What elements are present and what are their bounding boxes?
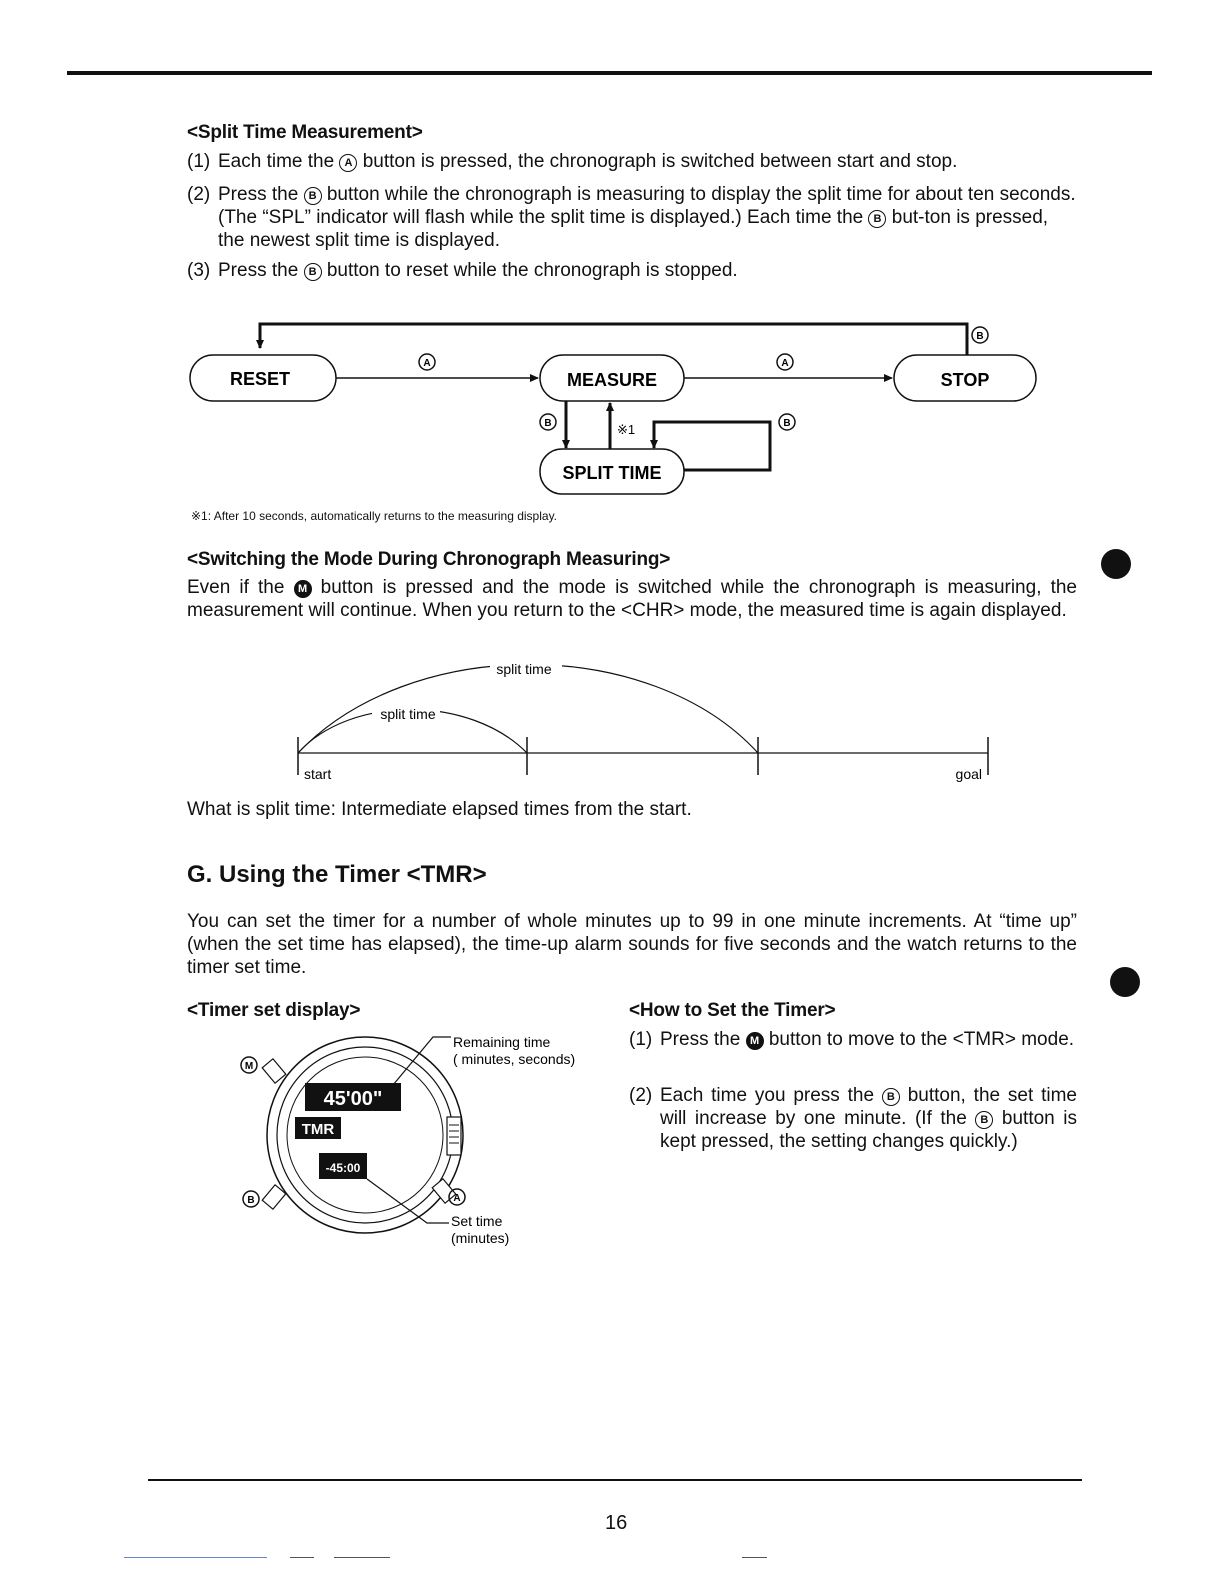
binding-hole-2	[1110, 967, 1140, 997]
button-m-icon: M	[294, 580, 312, 598]
svg-text:-45:00: -45:00	[325, 1161, 361, 1175]
button-b-icon: B	[868, 210, 886, 228]
switching-heading: <Switching the Mode During Chronograph Measuring>	[187, 549, 671, 570]
goal-label: goal	[955, 766, 982, 782]
scan-artifact	[290, 1557, 314, 1558]
timer-heading: G. Using the Timer <TMR>	[187, 861, 487, 888]
inner-split-label: split time	[380, 706, 436, 722]
button-a-icon: A	[339, 154, 357, 172]
button-b-icon: B	[882, 1088, 900, 1106]
svg-text:B: B	[247, 1195, 255, 1206]
svg-text:B: B	[544, 418, 552, 429]
flow-b-label: B	[976, 331, 984, 342]
watch-crown	[447, 1117, 461, 1155]
scan-artifact	[334, 1557, 390, 1558]
timer-intro: You can set the timer for a number of whole minutes up to 99 in one minute increments. At “time up” (when the set time has elapsed), the time-up alarm sounds for five seconds and the watch returns to the timer set time.	[187, 911, 1077, 978]
svg-text:A: A	[453, 1193, 461, 1204]
page-number: 16	[605, 1512, 628, 1534]
flow-footnote: ※1: After 10 seconds, automatically returns to the measuring display.	[191, 509, 558, 523]
button-b-icon: B	[304, 187, 322, 205]
outer-split-label: split time	[496, 661, 552, 677]
split-step-1: (1) Each time the A button is pressed, the chronograph is switched between start and stop.	[187, 151, 958, 172]
note-mark: ※1	[616, 422, 636, 437]
timer-watch-diagram	[225, 1025, 625, 1255]
remaining-label: Remaining time	[453, 1034, 551, 1050]
svg-text:B: B	[783, 418, 791, 429]
button-m-icon: M	[746, 1032, 764, 1050]
svg-text:TMR: TMR	[301, 1121, 335, 1138]
howto-step-1: (1) Press the M button to move to the <TMR> mode.	[629, 1029, 1075, 1050]
button-b-icon: B	[304, 263, 322, 281]
scan-artifact	[742, 1557, 767, 1558]
top-rule	[67, 71, 1152, 75]
svg-text:A: A	[423, 358, 431, 369]
bottom-rule	[148, 1479, 1082, 1481]
split-time-label: SPLIT TIME	[562, 463, 662, 483]
start-label: start	[304, 766, 332, 782]
split-step-2: (2) Press the B button while the chronograph is measuring to display the split time for about ten seconds. (The “SPL” indicator will flash while the split time is displayed.) Each time the B but-ton is pressed, the newest split time is displayed.	[187, 184, 1076, 251]
svg-text:(minutes): (minutes)	[451, 1230, 510, 1246]
howto-heading: <How to Set the Timer>	[629, 1000, 836, 1021]
howto-step-2: (2) Each time you press the B button, the set time will increase by one minute. (If the B button is kept pressed, the setting changes quickly.)	[629, 1085, 1077, 1152]
split-step-3: (3) Press the B button to reset while the chronograph is stopped.	[187, 260, 738, 281]
scan-artifact	[124, 1557, 267, 1558]
reset-label: RESET	[229, 369, 291, 389]
split-time-diagram	[290, 655, 1000, 790]
svg-text:M: M	[244, 1061, 254, 1072]
set-time-label: Set time	[451, 1213, 503, 1229]
stop-label: STOP	[940, 370, 990, 390]
svg-text:A: A	[781, 358, 789, 369]
split-heading: <Split Time Measurement>	[187, 122, 423, 143]
chronograph-flow-diagram	[180, 310, 1050, 510]
svg-text:( minutes, seconds): ( minutes, seconds)	[453, 1051, 576, 1067]
svg-text:45'00": 45'00"	[323, 1088, 383, 1110]
measure-label: MEASURE	[566, 370, 658, 390]
button-b-icon: B	[975, 1111, 993, 1129]
pusher-m	[262, 1059, 286, 1083]
switching-paragraph: Even if the M button is pressed and the mode is switched while the chronograph is measuring, the measurement will continue. When you return to the <CHR> mode, the measured time is again displayed.	[187, 577, 1077, 621]
timer-set-display-heading: <Timer set display>	[187, 1000, 361, 1021]
split-caption: What is split time: Intermediate elapsed times from the start.	[187, 799, 692, 820]
binding-hole-1	[1101, 549, 1131, 579]
